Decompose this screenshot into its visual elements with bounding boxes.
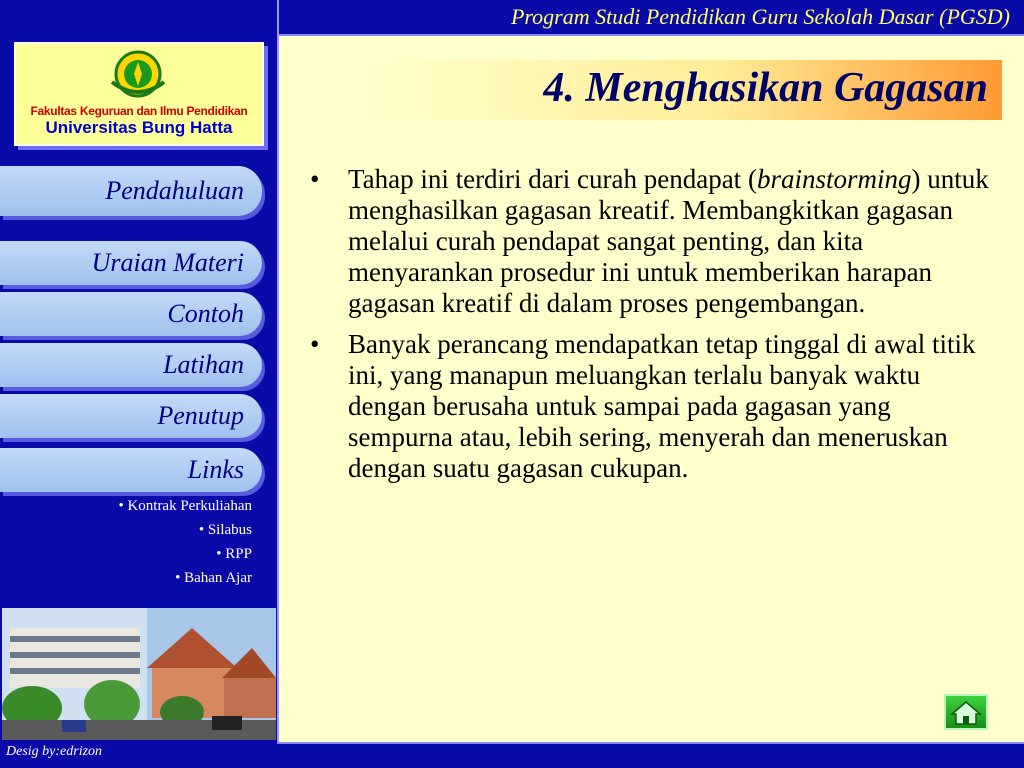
bullet-text-start: Tahap ini terdiri dari curah pendapat ( xyxy=(348,164,757,194)
nav-uraian-materi[interactable] xyxy=(0,241,262,285)
nav-latihan[interactable] xyxy=(0,343,262,387)
slide-content xyxy=(308,164,998,494)
home-icon xyxy=(946,696,986,728)
nav-contoh[interactable] xyxy=(0,292,262,336)
footer-bar xyxy=(277,742,1024,768)
links-list xyxy=(0,494,252,590)
slide-title-box xyxy=(360,60,1002,120)
nav-pendahuluan[interactable] xyxy=(0,166,262,216)
link-kontrak-perkuliahan[interactable]: • Kontrak Perkuliahan xyxy=(118,498,252,514)
header-bar xyxy=(277,0,1024,36)
bullet-text-end: ) untuk menghasilkan gagasan kreatif. Membangkitkan gagasan melalui curah pendapat sangat penting, dan kita menyarankan prosedur ini untuk memberikan harapan gagasan kreatif di dalam proses pengembangan. xyxy=(348,164,989,318)
bullet-text: Banyak perancang mendapatkan tetap tinggal di awal titik ini, yang manapun meluangkan terlalu banyak waktu dengan berusaha untuk sampai pada gagasan yang sempurna atau, lebih sering, menyerah dan meneruskan dengan suatu gagasan cukupan. xyxy=(348,329,976,483)
nav-label: Latihan xyxy=(163,350,244,379)
nav-label: Uraian Materi xyxy=(91,248,244,277)
bullet-dot: • xyxy=(310,329,320,359)
bullet-item xyxy=(308,329,998,484)
slide-title: 4. Menghasikan Gagasan xyxy=(543,65,988,111)
nav-label: Contoh xyxy=(167,299,244,328)
link-bahan-ajar[interactable]: • Bahan Ajar xyxy=(175,570,252,586)
bullet-dot: • xyxy=(310,164,320,194)
divider xyxy=(277,0,279,768)
nav-label: Penutup xyxy=(157,401,244,430)
university-name: Universitas Bung Hatta xyxy=(45,118,233,137)
bullet-text-italic: brainstorming xyxy=(756,164,912,194)
design-credit: Desig by:edrizon xyxy=(6,744,103,759)
university-emblem-icon xyxy=(106,48,170,102)
home-button[interactable] xyxy=(944,694,988,730)
bullet-item xyxy=(308,164,998,319)
link-rpp[interactable]: • RPP xyxy=(216,546,252,562)
nav-links[interactable] xyxy=(0,448,262,492)
link-silabus[interactable]: • Silabus xyxy=(198,522,252,538)
campus-photo xyxy=(2,608,276,740)
nav-penutup[interactable] xyxy=(0,394,262,438)
nav-label: Pendahuluan xyxy=(105,176,244,205)
faculty-name: Fakultas Keguruan dan Ilmu Pendidikan xyxy=(30,104,248,118)
program-title: Program Studi Pendidikan Guru Sekolah Dasar (PGSD) xyxy=(510,4,1010,29)
nav-label: Links xyxy=(187,455,244,484)
logo-card xyxy=(14,42,264,146)
